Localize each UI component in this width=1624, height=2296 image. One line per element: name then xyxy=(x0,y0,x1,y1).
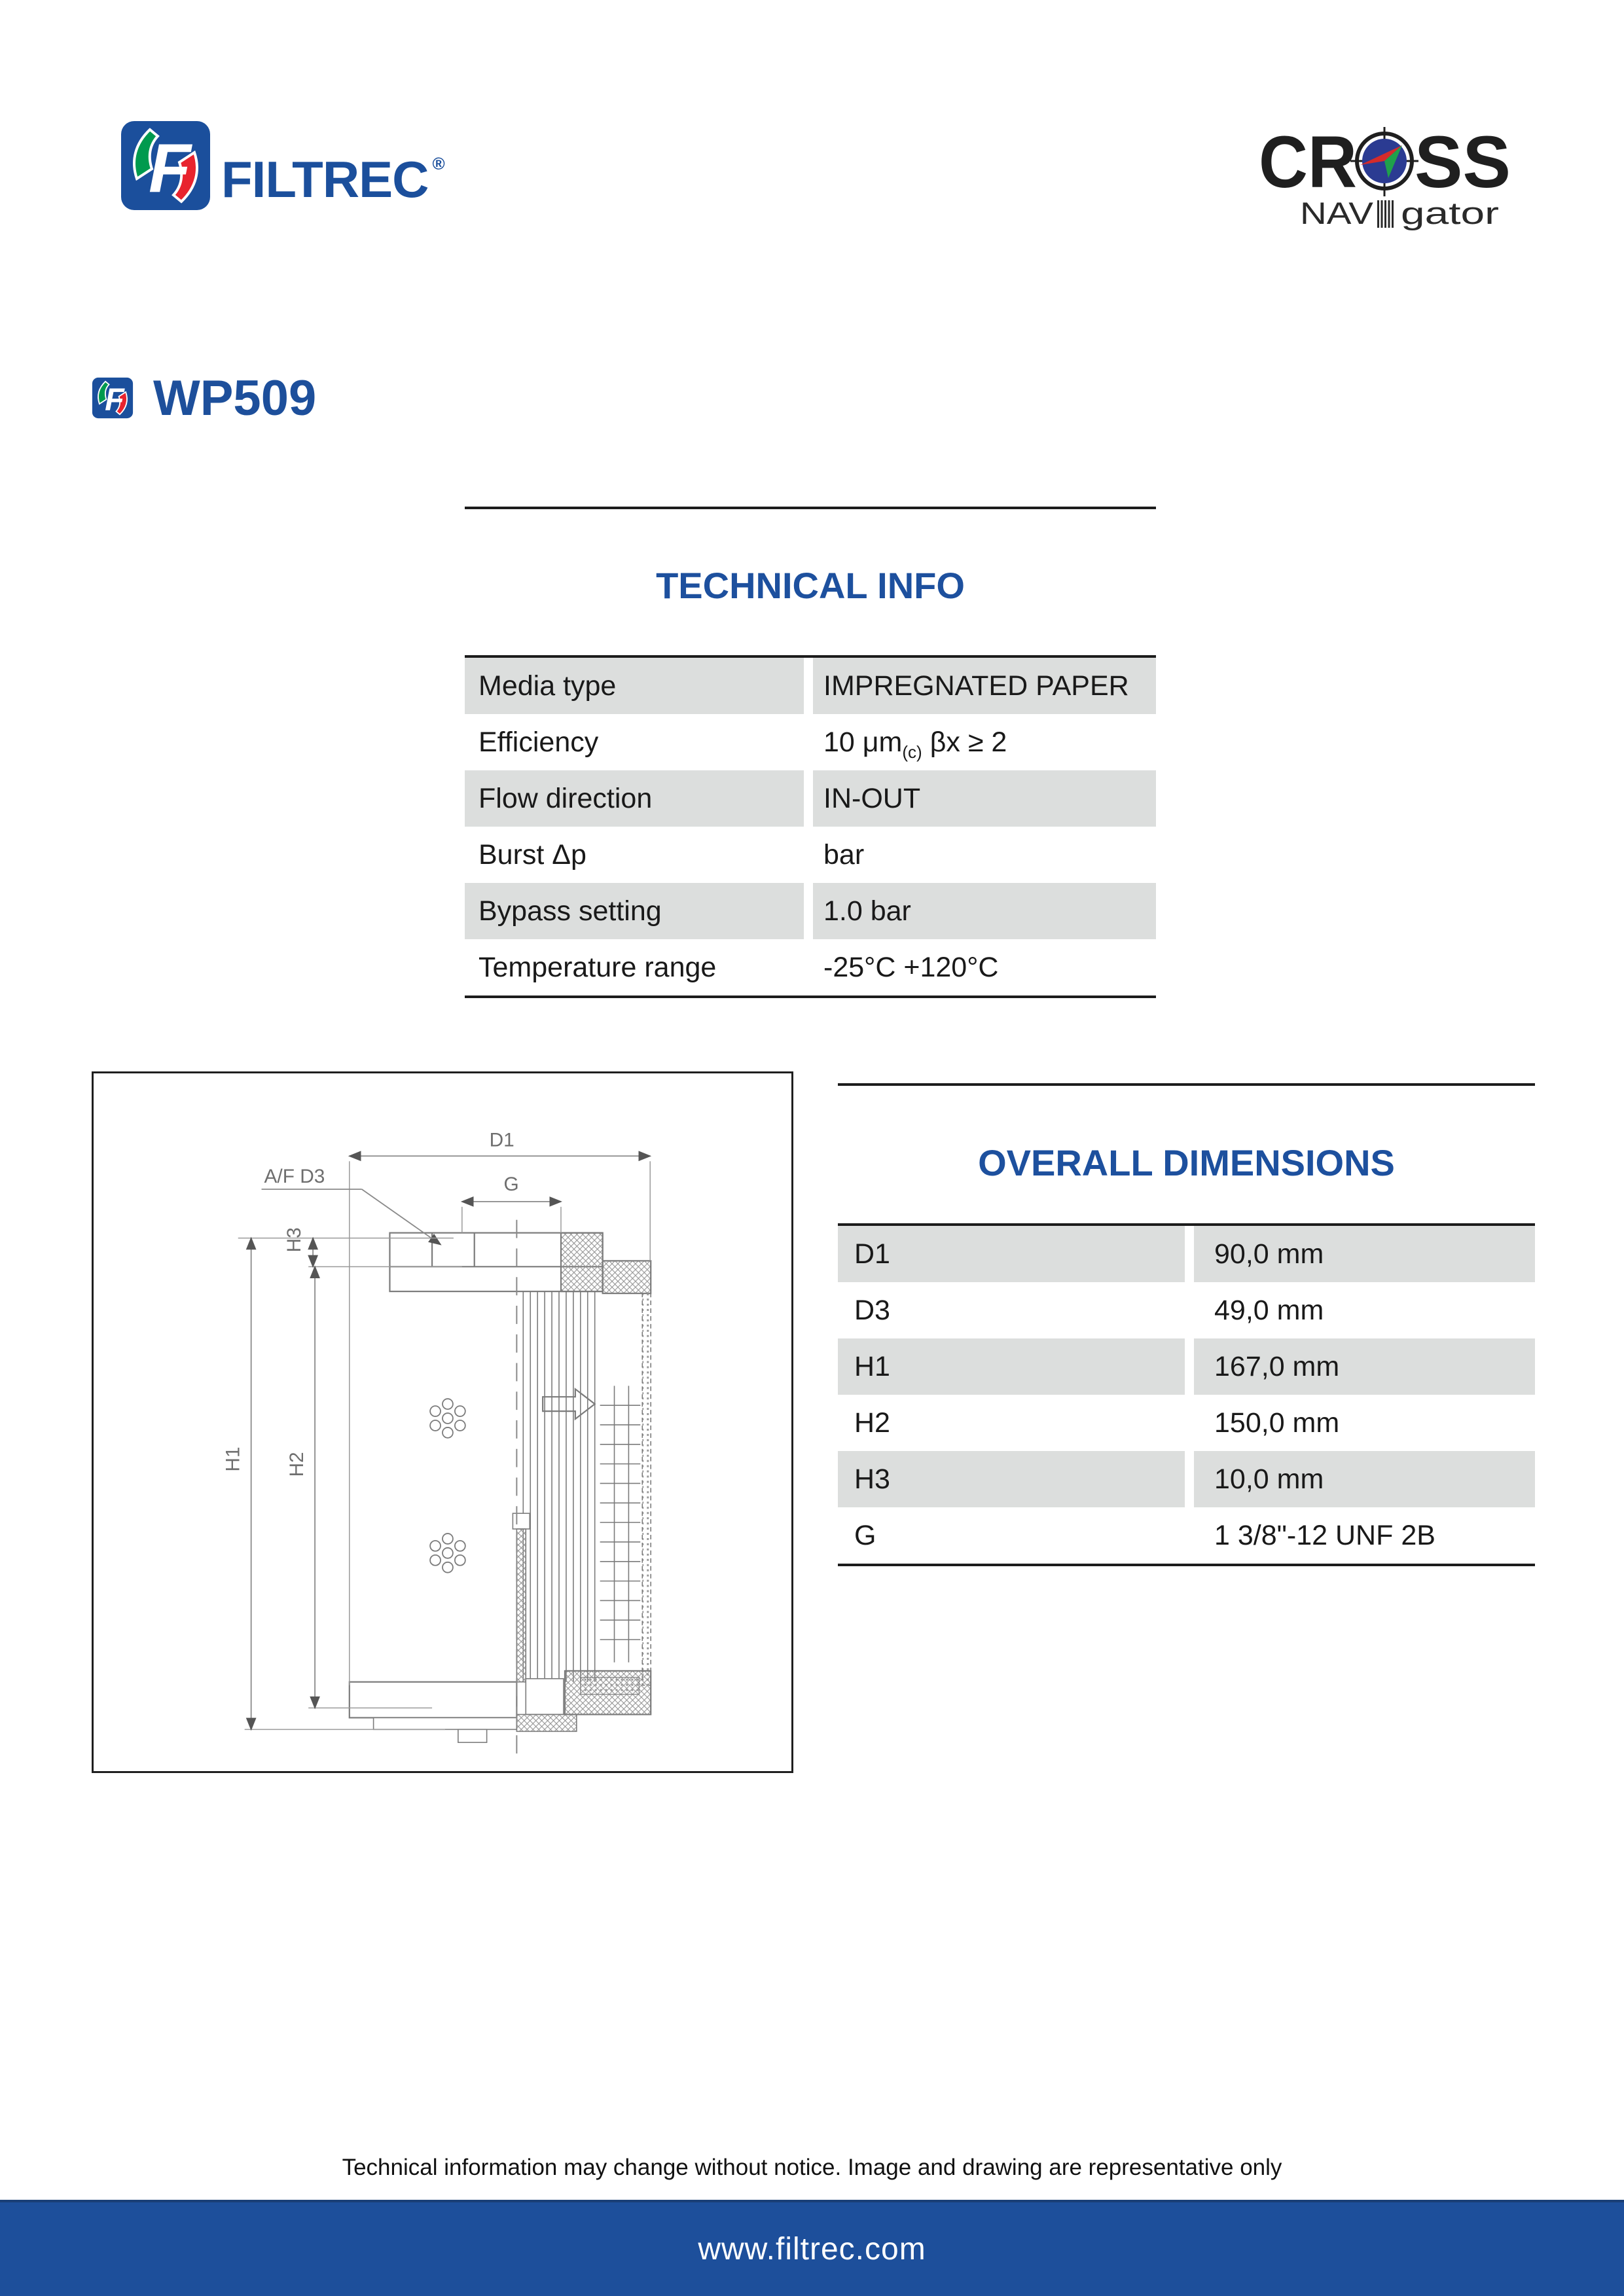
dimensions-table xyxy=(838,1223,1535,1566)
dimensions-rule xyxy=(838,1083,1535,1086)
svg-text:H2: H2 xyxy=(286,1452,308,1477)
disclaimer-text: Technical information may change without notice. Image and drawing are representative only xyxy=(342,2155,1282,2180)
row-value: 10 $\mu m_{(c)}$ βx ≥ 2 xyxy=(823,726,1007,762)
drain-holes xyxy=(430,1399,465,1573)
row-value: 150,0 mm xyxy=(1214,1407,1340,1439)
table-row xyxy=(465,939,1156,996)
svg-text:H1: H1 xyxy=(222,1446,244,1472)
row-label: D1 xyxy=(838,1226,1185,1282)
row-label: H3 xyxy=(838,1451,1185,1507)
table-row xyxy=(838,1338,1535,1395)
row-label: Burst Δp xyxy=(478,839,586,870)
row-value: 167,0 mm xyxy=(1194,1338,1535,1395)
row-value: 1 3/8"-12 UNF 2B xyxy=(1214,1520,1435,1551)
footer-bar xyxy=(0,2200,1624,2296)
row-value: IMPREGNATED PAPER xyxy=(813,658,1156,714)
compass-icon xyxy=(1350,127,1418,196)
svg-text:D1: D1 xyxy=(489,1129,514,1151)
row-value: 49,0 mm xyxy=(1214,1295,1324,1326)
dimensions-title: OVERALL DIMENSIONS xyxy=(978,1142,1395,1183)
support-grid xyxy=(600,1386,641,1662)
row-value: IN-OUT xyxy=(813,770,1156,827)
table-row xyxy=(838,1451,1535,1507)
filtrec-logo-icon xyxy=(120,120,211,211)
svg-text:gator: gator xyxy=(1401,196,1499,230)
tech-info-title: TECHNICAL INFO xyxy=(656,565,965,606)
row-label: Efficiency xyxy=(478,726,599,758)
row-value: 1.0 bar xyxy=(813,883,1156,939)
row-label: Media type xyxy=(465,658,804,714)
website-link[interactable]: www.filtrec.com xyxy=(698,2232,926,2267)
flow-arrow-icon xyxy=(543,1389,595,1419)
navigator-wordmark xyxy=(1300,196,1499,230)
row-label: Bypass setting xyxy=(465,883,804,939)
row-value: -25°C +120°C xyxy=(823,952,999,983)
row-label: G xyxy=(854,1520,876,1551)
filter-outline xyxy=(350,1233,651,1743)
table-row xyxy=(465,714,1156,770)
column-i-glyph xyxy=(1377,200,1394,228)
table-row xyxy=(465,770,1156,827)
table-row xyxy=(465,658,1156,714)
technical-drawing xyxy=(94,1073,791,1771)
table-row xyxy=(465,827,1156,883)
filtrec-wordmark: FILTREC ® xyxy=(221,151,444,208)
svg-text:A/F D3: A/F D3 xyxy=(264,1166,325,1188)
svg-text:H3: H3 xyxy=(283,1227,306,1253)
table-row xyxy=(838,1282,1535,1338)
row-label: Flow direction xyxy=(465,770,804,827)
row-label: H1 xyxy=(838,1338,1185,1395)
svg-text:SS: SS xyxy=(1415,122,1511,203)
row-label: Temperature range xyxy=(478,952,717,983)
pleat-lines xyxy=(523,1291,594,1682)
page-title: WP509 xyxy=(153,370,317,426)
table-row xyxy=(838,1226,1535,1282)
table-row xyxy=(465,883,1156,939)
table-row xyxy=(838,1395,1535,1451)
row-label: D3 xyxy=(854,1295,890,1326)
row-value: 90,0 mm xyxy=(1194,1226,1535,1282)
svg-text:G: G xyxy=(503,1173,519,1195)
tech-info-rule xyxy=(465,507,1156,509)
table-row xyxy=(838,1507,1535,1564)
technical-drawing-frame xyxy=(92,1071,793,1773)
product-logo-icon xyxy=(92,377,134,419)
svg-text:CR: CR xyxy=(1259,122,1357,203)
tech-info-table xyxy=(465,655,1156,998)
registered-mark: ® xyxy=(432,154,444,173)
dimension-annotations xyxy=(223,1129,650,1729)
svg-text:NAV: NAV xyxy=(1300,196,1374,230)
row-value: bar xyxy=(823,839,865,870)
cross-navigator-logo xyxy=(1255,122,1517,236)
row-label: H2 xyxy=(854,1407,890,1439)
row-value: 10,0 mm xyxy=(1194,1451,1535,1507)
